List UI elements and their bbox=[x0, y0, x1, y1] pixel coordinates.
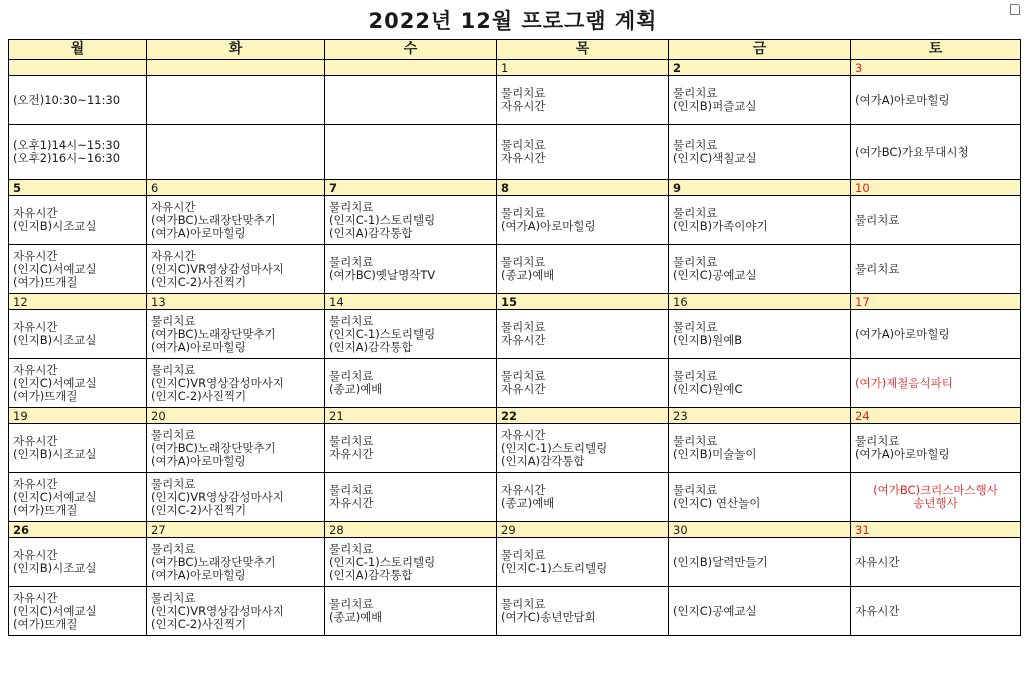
weekday-wed: 수 bbox=[325, 40, 497, 60]
activity-cell: 물리치료 (인지C-1)스토리텔링 (인지A)감각통합 bbox=[325, 538, 497, 587]
weekday-thu: 목 bbox=[497, 40, 669, 60]
activity-cell: 물리치료 자유시간 bbox=[497, 310, 669, 359]
activity-cell: (여가BC)크리스마스행사 송년행사 bbox=[851, 473, 1021, 522]
activity-cell: 물리치료 자유시간 bbox=[497, 76, 669, 125]
date-cell: 27 bbox=[147, 522, 325, 538]
activity-row bbox=[9, 125, 1021, 180]
date-cell: 19 bbox=[9, 408, 147, 424]
activity-cell: 물리치료 (인지B)퍼즐교실 bbox=[669, 76, 851, 125]
date-row bbox=[9, 408, 1021, 424]
date-cell: 24 bbox=[851, 408, 1021, 424]
activity-cell: (여가)제철음식파티 bbox=[851, 359, 1021, 408]
activity-row bbox=[9, 359, 1021, 408]
activity-row bbox=[9, 245, 1021, 294]
date-cell: 17 bbox=[851, 294, 1021, 310]
weekday-mon: 월 bbox=[9, 40, 147, 60]
activity-row bbox=[9, 538, 1021, 587]
activity-cell: 자유시간 (여가BC)노래장단맞추기 (여가A)아로마힐링 bbox=[147, 196, 325, 245]
date-cell: 8 bbox=[497, 180, 669, 196]
activity-cell: 물리치료 자유시간 bbox=[325, 473, 497, 522]
activity-cell: 자유시간 (인지B)시조교실 bbox=[9, 538, 147, 587]
activity-row bbox=[9, 310, 1021, 359]
date-row bbox=[9, 180, 1021, 196]
activity-cell: 물리치료 (인지B)가족이야기 bbox=[669, 196, 851, 245]
activity-cell: 자유시간 bbox=[851, 587, 1021, 636]
activity-cell: (오전)10:30~11:30 bbox=[9, 76, 147, 125]
activity-cell: 물리치료 bbox=[851, 196, 1021, 245]
activity-cell: 물리치료 (종교)예배 bbox=[325, 587, 497, 636]
weekday-tue: 화 bbox=[147, 40, 325, 60]
date-cell: 15 bbox=[497, 294, 669, 310]
activity-cell: 자유시간 (인지C)서예교실 (여가)뜨개질 bbox=[9, 587, 147, 636]
activity-cell: 물리치료 자유시간 bbox=[497, 125, 669, 180]
activity-cell: 자유시간 (종교)예배 bbox=[497, 473, 669, 522]
activity-cell: 자유시간 (인지B)시조교실 bbox=[9, 196, 147, 245]
activity-cell: 물리치료 (인지C-1)스토리텔링 (인지A)감각통합 bbox=[325, 196, 497, 245]
date-cell: 5 bbox=[9, 180, 147, 196]
activity-cell: (오후1)14시~15:30 (오후2)16시~16:30 bbox=[9, 125, 147, 180]
activity-cell bbox=[147, 76, 325, 125]
date-cell: 30 bbox=[669, 522, 851, 538]
activity-cell: (여가A)아로마힐링 bbox=[851, 310, 1021, 359]
activity-cell: 자유시간 (인지B)시조교실 bbox=[9, 310, 147, 359]
activity-cell: 물리치료 (인지C) 연산놀이 bbox=[669, 473, 851, 522]
activity-cell: (여가A)아로마힐링 bbox=[851, 76, 1021, 125]
date-cell: 3 bbox=[851, 60, 1021, 76]
activity-row bbox=[9, 76, 1021, 125]
activity-cell: 물리치료 (여가A)아로마힐링 bbox=[497, 196, 669, 245]
activity-row bbox=[9, 196, 1021, 245]
activity-cell: 자유시간 bbox=[851, 538, 1021, 587]
activity-cell: 물리치료 bbox=[851, 245, 1021, 294]
activity-cell: 자유시간 (인지C)서예교실 (여가)뜨개질 bbox=[9, 245, 147, 294]
date-cell: 7 bbox=[325, 180, 497, 196]
activity-cell: 자유시간 (인지B)시조교실 bbox=[9, 424, 147, 473]
activity-cell: 물리치료 (인지C-1)스토리텔링 (인지A)감각통합 bbox=[325, 310, 497, 359]
date-cell bbox=[9, 60, 147, 76]
activity-cell: 자유시간 (인지C)서예교실 (여가)뜨개질 bbox=[9, 473, 147, 522]
activity-cell: 물리치료 자유시간 bbox=[325, 424, 497, 473]
date-cell: 20 bbox=[147, 408, 325, 424]
activity-cell: 물리치료 (종교)예배 bbox=[325, 359, 497, 408]
date-cell: 29 bbox=[497, 522, 669, 538]
activity-cell: 물리치료 (인지C)VR영상감성마사지 (인지C-2)사진찍기 bbox=[147, 359, 325, 408]
date-cell: 21 bbox=[325, 408, 497, 424]
activity-cell bbox=[147, 125, 325, 180]
activity-cell: 물리치료 (인지C)VR영상감성마사지 (인지C-2)사진찍기 bbox=[147, 587, 325, 636]
activity-cell bbox=[325, 76, 497, 125]
date-row bbox=[9, 522, 1021, 538]
activity-cell: 물리치료 (인지C)색칠교실 bbox=[669, 125, 851, 180]
date-cell: 14 bbox=[325, 294, 497, 310]
activity-cell: 물리치료 (여가BC)노래장단맞추기 (여가A)아로마힐링 bbox=[147, 310, 325, 359]
activity-cell: 자유시간 (인지C)VR영상감성마사지 (인지C-2)사진찍기 bbox=[147, 245, 325, 294]
activity-cell: (인지C)공예교실 bbox=[669, 587, 851, 636]
date-cell bbox=[147, 60, 325, 76]
date-cell: 22 bbox=[497, 408, 669, 424]
date-cell: 2 bbox=[669, 60, 851, 76]
activity-cell: 물리치료 (인지C)원예C bbox=[669, 359, 851, 408]
activity-cell: 물리치료 (인지C)VR영상감성마사지 (인지C-2)사진찍기 bbox=[147, 473, 325, 522]
activity-cell: 물리치료 (여가BC)옛날명작TV bbox=[325, 245, 497, 294]
date-cell: 9 bbox=[669, 180, 851, 196]
activity-cell: 물리치료 (여가A)아로마힐링 bbox=[851, 424, 1021, 473]
activity-row bbox=[9, 424, 1021, 473]
weekday-sat: 토 bbox=[851, 40, 1021, 60]
activity-row bbox=[9, 473, 1021, 522]
activity-cell: (여가BC)가요무대시청 bbox=[851, 125, 1021, 180]
date-cell: 23 bbox=[669, 408, 851, 424]
date-cell: 12 bbox=[9, 294, 147, 310]
date-row bbox=[9, 60, 1021, 76]
date-cell: 1 bbox=[497, 60, 669, 76]
activity-cell: 물리치료 (인지C-1)스토리텔링 bbox=[497, 538, 669, 587]
activity-cell: 물리치료 (여가C)송년만담회 bbox=[497, 587, 669, 636]
date-cell: 10 bbox=[851, 180, 1021, 196]
activity-row bbox=[9, 587, 1021, 636]
activity-cell: 물리치료 자유시간 bbox=[497, 359, 669, 408]
weekday-header-row bbox=[9, 40, 1021, 60]
activity-cell bbox=[325, 125, 497, 180]
activity-cell: 자유시간 (인지C-1)스토리텔링 (인지A)감각통합 bbox=[497, 424, 669, 473]
activity-cell: (인지B)달력만들기 bbox=[669, 538, 851, 587]
activity-cell: 물리치료 (인지B)미술놀이 bbox=[669, 424, 851, 473]
activity-cell: 물리치료 (인지C)공예교실 bbox=[669, 245, 851, 294]
date-cell: 28 bbox=[325, 522, 497, 538]
activity-cell: 물리치료 (종교)예배 bbox=[497, 245, 669, 294]
activity-cell: 물리치료 (인지B)원예B bbox=[669, 310, 851, 359]
page-title: 2022년 12월 프로그램 계획 bbox=[368, 9, 658, 33]
activity-cell: 자유시간 (인지C)서예교실 (여가)뜨개질 bbox=[9, 359, 147, 408]
date-cell: 16 bbox=[669, 294, 851, 310]
date-cell: 6 bbox=[147, 180, 325, 196]
activity-cell: 물리치료 (여가BC)노래장단맞추기 (여가A)아로마힐링 bbox=[147, 424, 325, 473]
date-cell: 31 bbox=[851, 522, 1021, 538]
date-cell bbox=[325, 60, 497, 76]
weekday-fri: 금 bbox=[669, 40, 851, 60]
schedule-table bbox=[8, 39, 1021, 636]
date-cell: 26 bbox=[9, 522, 147, 538]
date-cell: 13 bbox=[147, 294, 325, 310]
activity-cell: 물리치료 (여가BC)노래장단맞추기 (여가A)아로마힐링 bbox=[147, 538, 325, 587]
date-row bbox=[9, 294, 1021, 310]
